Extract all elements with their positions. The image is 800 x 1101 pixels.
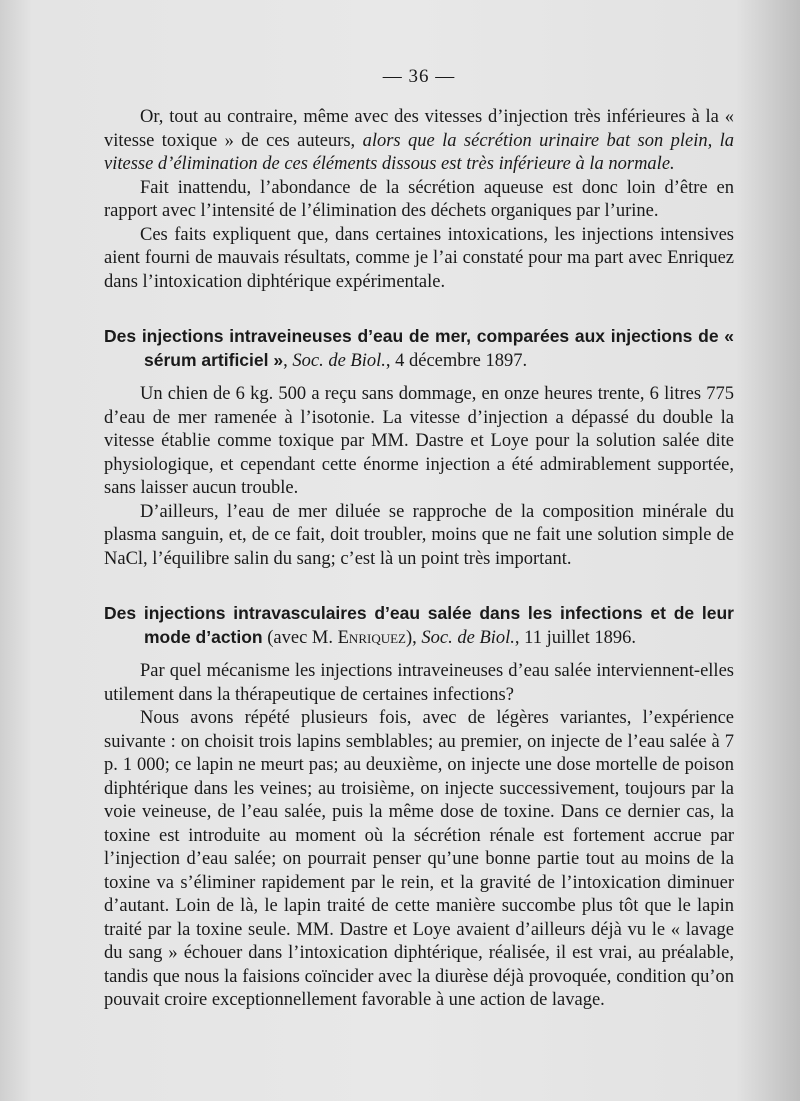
reference-journal: Soc. de Biol. [421,628,515,648]
reference-journal: Soc. de Biol. [292,351,386,371]
section-saline-paragraph-1: Par quel mécanisme les injections intraveineuses d’eau salée interviennent-elles utilement dans la thérapeutique de certaines infections? [104,661,734,705]
section-heading-sea-water [104,324,734,373]
intro-paragraph-1-text: Or, tout au contraire, même avec des vitesses d’injection très inférieures à la « vitesse toxique » de ces auteurs, [104,107,734,151]
reference-date: , 11 juillet 1896. [514,628,637,648]
coauthor-prefix: (avec M. [262,628,338,648]
section-sea-water-paragraph-1: Un chien de 6 kg. 500 a reçu sans dommage, en onze heures trente, 6 litres 775 d’eau de mer ramenée à l’isotonie. La vitesse d’injection a dépassé du double la vitesse établie comme toxique par MM. Dastre et Loye pour la solution salée dite physiologique, et cependant cette énorme injection a été admirablement supportée, sans laisser aucun trouble. [104,384,734,498]
coauthor-suffix: ), [405,628,422,648]
intro-paragraph-1-italic: alors que la sécrétion urinaire bat son plein, la vitesse d’élimination de ces éléments dissous est très inférieure à la normale. [104,130,734,174]
section-sea-water-paragraph-2: D’ailleurs, l’eau de mer diluée se rapproche de la composition minérale du plasma sanguin, et, de ce fait, doit troubler, moins que ne fait une solution simple de NaCl, l’équilibre salin du sang; c’est là un point très important. [104,501,734,569]
section-saline-paragraph-2: Nous avons répété plusieurs fois, avec de légères variantes, l’expérience suivante : on choisit trois lapins semblables; au premier, on injecte de l’eau salée à 7 p. 1 000; ce lapin ne meurt pas; au deuxième, on injecte une dose mortelle de poison diphtérique dans les veines; au troisième, on injecte successivement, toujours par la voie veineuse, de l’eau salée, puis la même dose de toxine. Dans ce dernier cas, la toxine est introduite au moment où la sécrétion rénale est fortement accrue par l’injection d’eau salée; on pourrait penser qu’une bonne partie tout au moins de la toxine va s’éliminer rapidement par le rein, et la gravité de l’intoxication diminuer d’autant. Loin de là, le lapin traité de cette manière succombe plus tôt que le lapin traité par la toxine seule. MM. Dastre et Loye avaient d’ailleurs déjà vu le « lavage du sang » échouer dans l’intoxication diphtérique, réalisée, il est vrai, au préalable, tandis que nous la faisions coïncider avec la diurèse déjà provoquée, condition qu’on pouvait croire exceptionnellement favorable à une action de lavage. [104,708,734,1010]
section-title: Des injections intraveineuses d’eau de mer, comparées aux injections de « sérum artificiel » [104,326,734,370]
intro-paragraph-2: Fait inattendu, l’abondance de la sécrétion aqueuse est donc loin d’être en rapport avec l’intensité de l’élimination des déchets organiques par l’urine. [104,177,734,221]
reference-separator: , [283,351,293,371]
section-heading-saline-infections [104,601,734,650]
intro-block [104,106,734,294]
intro-paragraph-1 [104,106,734,177]
coauthor-name: Enriquez [337,628,406,648]
page-number: — 36 — [382,66,456,87]
section-sea-water [104,324,734,571]
reference-date: , 4 décembre 1897. [385,351,528,371]
section-saline-infections [104,601,734,1013]
intro-paragraph-3: Ces faits expliquent que, dans certaines intoxications, les injections intensives aient fourni de mauvais résultats, comme je l’ai constaté pour ma part avec Enriquez dans l’intoxication diphtérique expérimentale. [104,224,734,292]
section-title: Des injections intravasculaires d’eau salée dans les infections et de leur mode d’action [104,603,734,647]
